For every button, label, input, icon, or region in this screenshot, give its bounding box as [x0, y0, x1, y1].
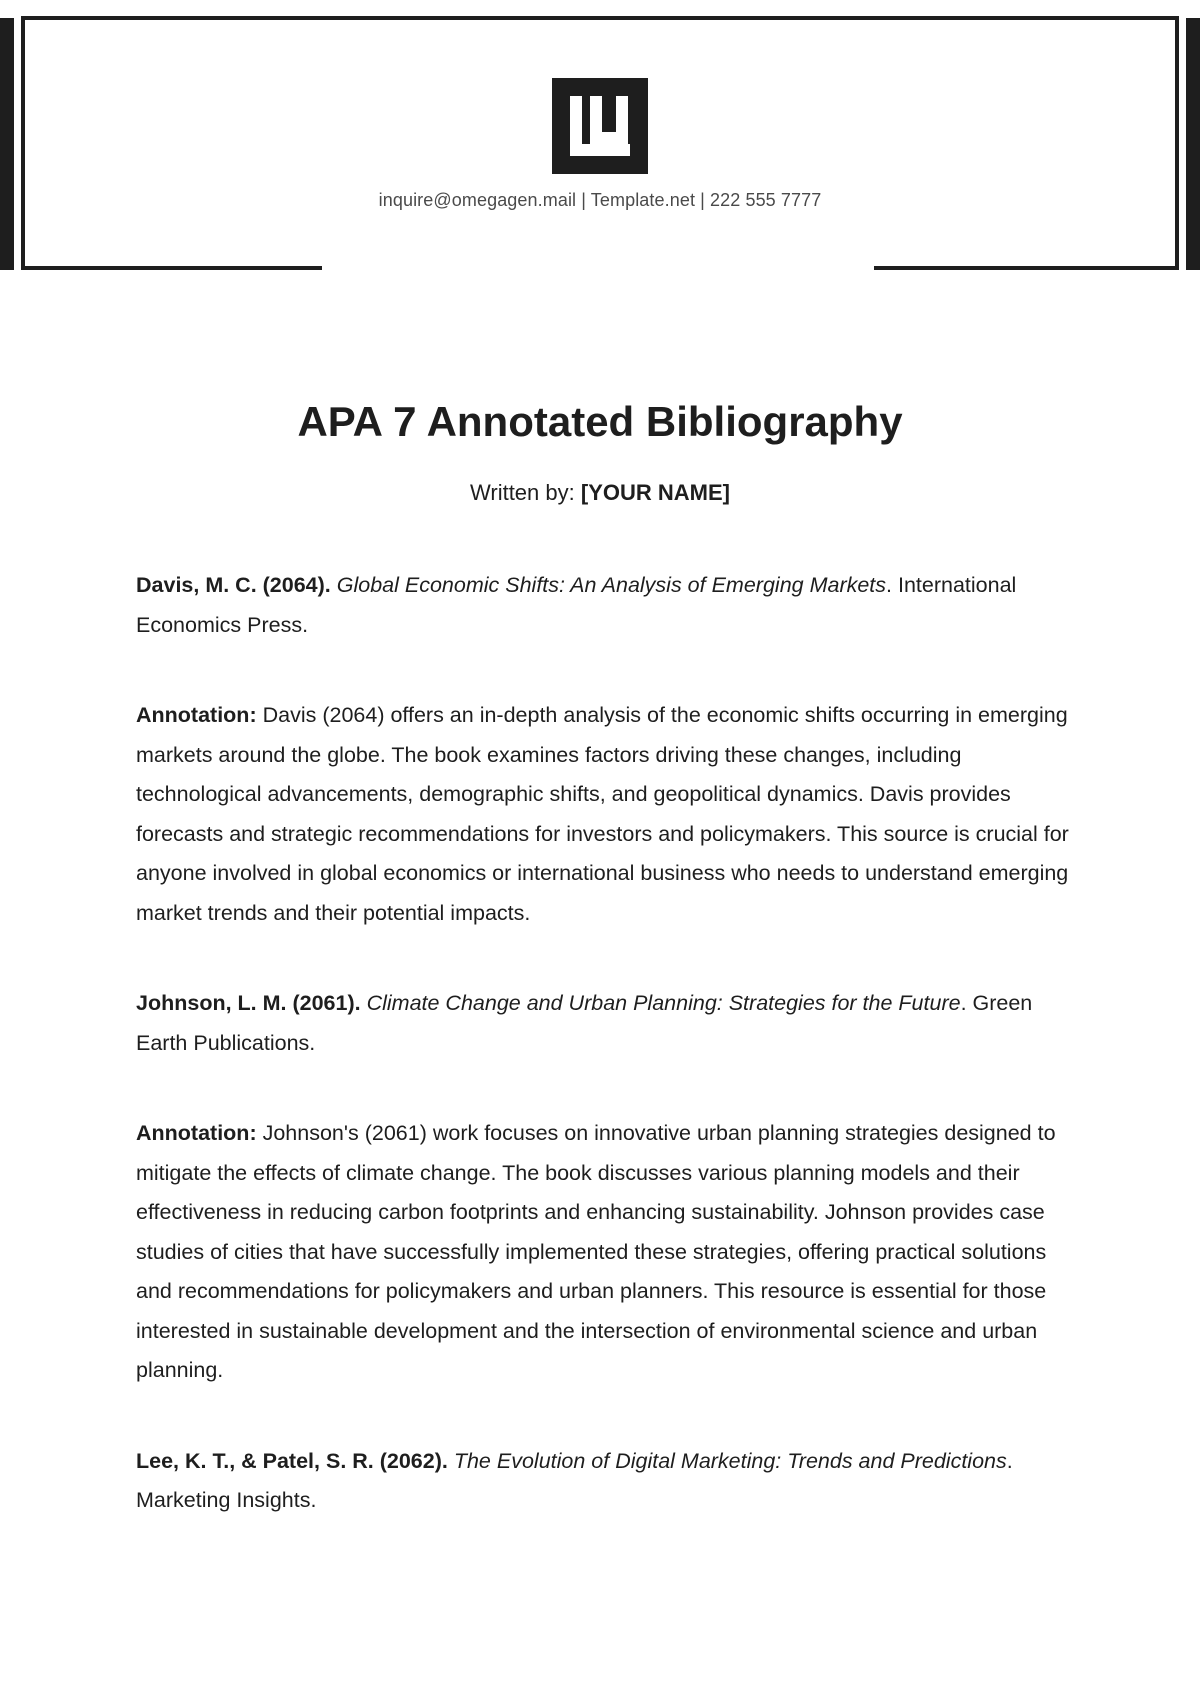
citation-author: Davis, M. C. (2064). — [136, 573, 331, 597]
annotation-label: Annotation: — [136, 1121, 257, 1145]
citation-publisher: . Green Earth Publications. — [136, 991, 1033, 1055]
page-title: APA 7 Annotated Bibliography — [297, 398, 903, 445]
citation-title: Global Economic Shifts: An Analysis of Emerging Markets — [336, 573, 887, 597]
citation-author: Lee, K. T., & Patel, S. R. (2062). — [136, 1448, 448, 1473]
annotation-entry — [136, 696, 1076, 933]
annotation-entry — [136, 1114, 1076, 1391]
citation-entry — [136, 984, 1076, 1063]
citation-title: The Evolution of Digital Marketing: Trends and Predictions — [453, 1448, 1007, 1473]
citation-publisher: . Marketing Insights. — [136, 1448, 1013, 1512]
citation-entry — [136, 566, 1076, 645]
contact-line: inquire@omegagen.mail | Template.net | 222 555 7777 — [378, 190, 822, 210]
left-edge-bar — [0, 18, 14, 270]
citation-publisher: . International Economics Press. — [136, 573, 1017, 637]
citation-entry — [136, 1442, 1076, 1521]
citation-title: Climate Change and Urban Planning: Strategies for the Future — [366, 991, 961, 1015]
header-frame-gap — [322, 263, 874, 273]
annotation-text: Davis (2064) offers an in-depth analysis of the economic shifts occurring in emerging markets around the globe. The book examines factors driving these changes, including technological advancements, demographic shifts, and geopolitical dynamics. Davis provides forecasts and strategic recommendations for investors and policymakers. This source is crucial for anyone involved in global economics or international business who needs to understand emerging market trends and their potential impacts. — [136, 703, 1069, 925]
annotation-text: Johnson's (2061) work focuses on innovative urban planning strategies designed to mitigate the effects of climate change. The book discusses various planning models and their effectiveness in reducing carbon footprints and enhancing sustainability. Johnson provides case studies of cities that have successfully implemented these strategies, offering practical solutions and recommendations for policymakers and urban planners. This resource is essential for those interested in sustainable development and the intersection of environmental science and urban planning. — [136, 1121, 1056, 1382]
annotation-label: Annotation: — [136, 703, 257, 727]
byline-label: Written by: — [470, 480, 575, 505]
right-edge-bar — [1186, 18, 1200, 270]
bibliography-body — [136, 566, 1076, 1572]
citation-author: Johnson, L. M. (2061). — [136, 991, 361, 1015]
omegagen-logo-icon — [552, 78, 648, 174]
author-name: [YOUR NAME] — [580, 480, 730, 505]
byline — [0, 480, 1200, 506]
